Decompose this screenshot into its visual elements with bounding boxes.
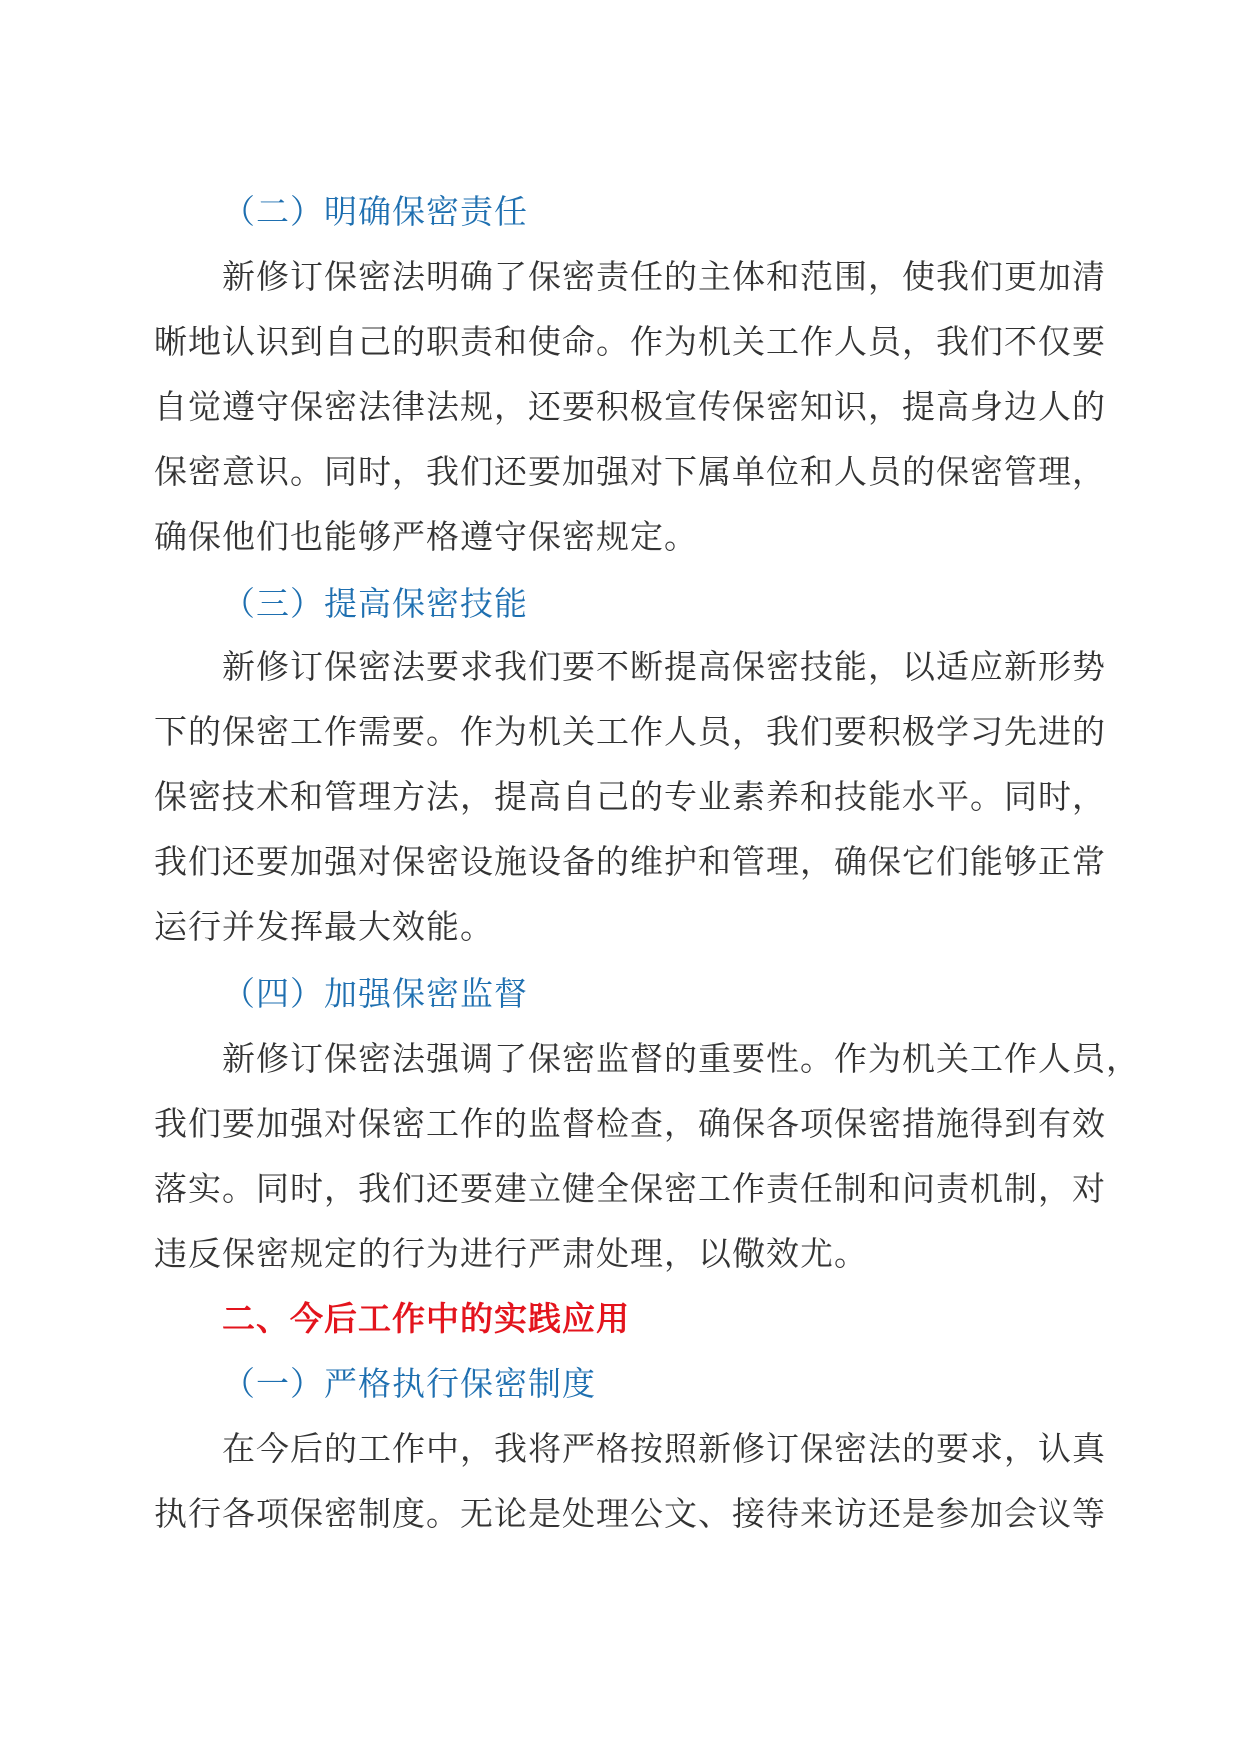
subheading-3: （三）提高保密技能 xyxy=(222,584,528,623)
paragraph-line: 确保他们也能够严格遵守保密规定。 xyxy=(154,517,698,556)
subheading-2: （二）明确保密责任 xyxy=(222,192,528,231)
paragraph-line: 保密技术和管理方法，提高自己的专业素养和技能水平。同时， xyxy=(154,777,1106,816)
paragraph-line: 违反保密规定的行为进行严肃处理，以儆效尤。 xyxy=(154,1234,868,1273)
paragraph-line: 运行并发挥最大效能。 xyxy=(154,907,494,946)
paragraph-line: 保密意识。同时，我们还要加强对下属单位和人员的保密管理， xyxy=(154,452,1106,491)
paragraph-line: 在今后的工作中，我将严格按照新修订保密法的要求，认真 xyxy=(222,1429,1106,1468)
paragraph-line: 自觉遵守保密法律法规，还要积极宣传保密知识，提高身边人的 xyxy=(154,387,1106,426)
section-heading-2: 二、今后工作中的实践应用 xyxy=(222,1299,630,1338)
paragraph-line: 我们要加强对保密工作的监督检查，确保各项保密措施得到有效 xyxy=(154,1104,1106,1143)
paragraph-line: 新修订保密法明确了保密责任的主体和范围，使我们更加清 xyxy=(222,257,1106,296)
paragraph-line: 下的保密工作需要。作为机关工作人员，我们要积极学习先进的 xyxy=(154,712,1106,751)
paragraph-line: 晰地认识到自己的职责和使命。作为机关工作人员，我们不仅要 xyxy=(154,322,1106,361)
paragraph-line: 我们还要加强对保密设施设备的维护和管理，确保它们能够正常 xyxy=(154,842,1106,881)
paragraph-line: 新修订保密法要求我们要不断提高保密技能，以适应新形势 xyxy=(222,647,1106,686)
paragraph-line: 新修订保密法强调了保密监督的重要性。作为机关工作人员， xyxy=(222,1039,1140,1078)
paragraph-line: 落实。同时，我们还要建立健全保密工作责任制和问责机制，对 xyxy=(154,1169,1106,1208)
subheading-4: （四）加强保密监督 xyxy=(222,974,528,1013)
paragraph-line: 执行各项保密制度。无论是处理公文、接待来访还是参加会议等 xyxy=(154,1494,1106,1533)
subheading-1: （一）严格执行保密制度 xyxy=(222,1364,596,1403)
